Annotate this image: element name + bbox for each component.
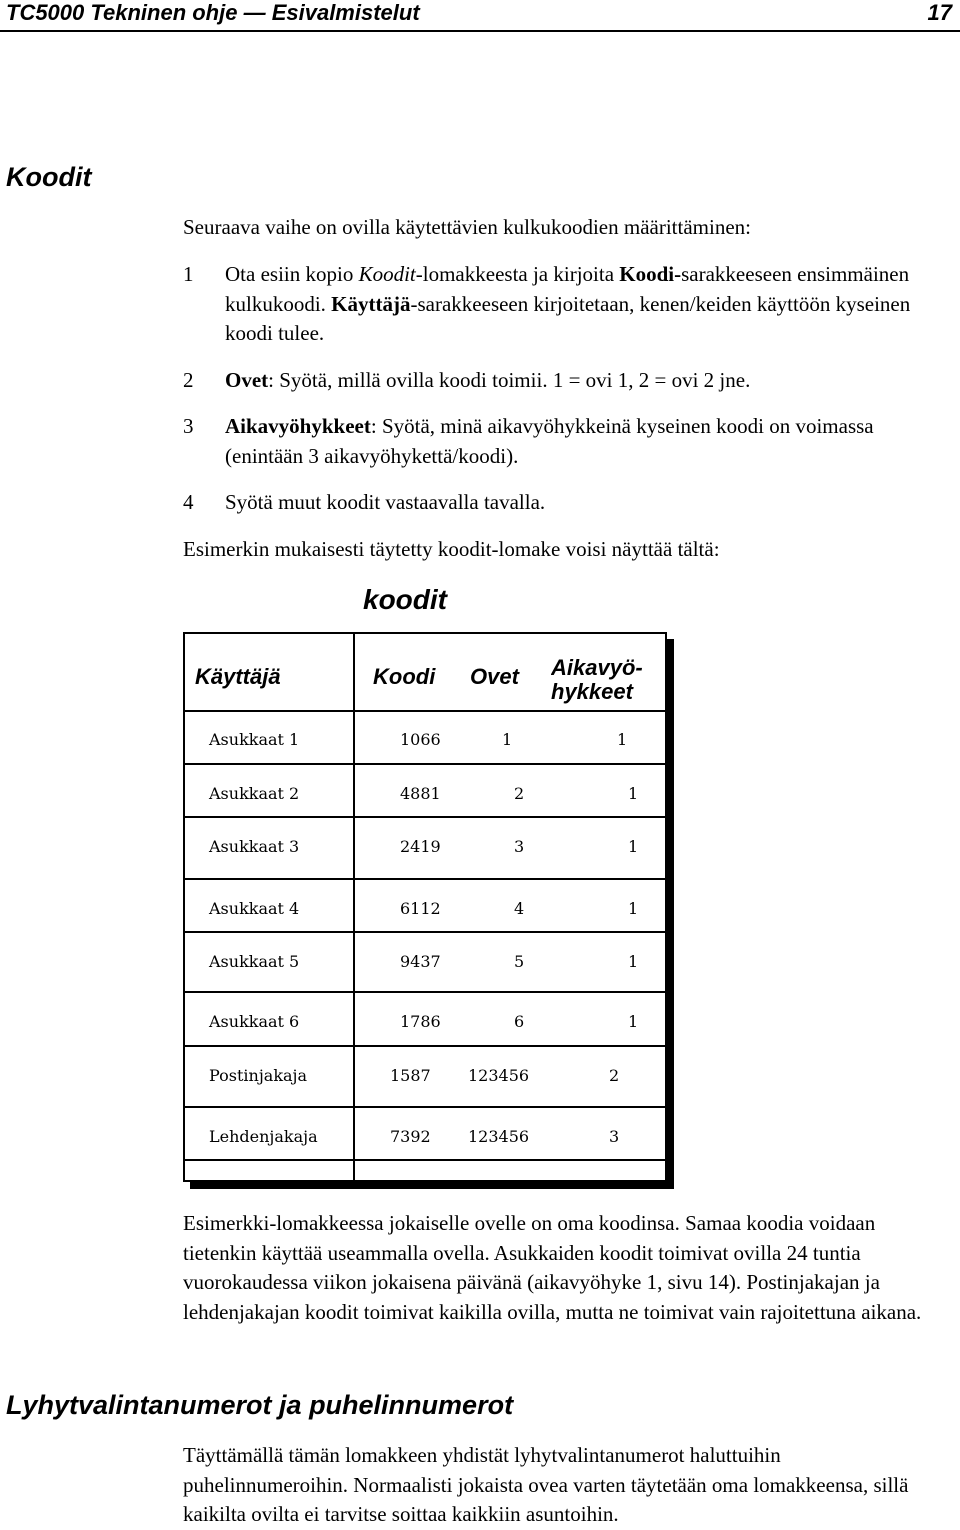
cell-time-zones: 1: [628, 784, 639, 803]
codes-form-table: [183, 632, 667, 1182]
header-divider: [185, 710, 665, 712]
cell-user: Asukkaat 5: [209, 952, 300, 971]
intro-paragraph: Seuraava vaihe on ovilla käytettävien kulkukoodien määrittäminen:: [183, 215, 751, 239]
cell-doors: 5: [514, 952, 525, 971]
cell-user: Asukkaat 3: [209, 837, 300, 856]
cell-doors: 2: [514, 784, 525, 803]
row-divider: [185, 1159, 665, 1161]
cell-code: 2419: [400, 837, 441, 856]
column-header-code: Koodi: [373, 664, 436, 689]
column-header-user: Käyttäjä: [195, 664, 281, 689]
column-divider: [353, 634, 355, 1180]
step-text: Ovet: Syötä, millä ovilla koodi toimii. 1 = ovi 1, 2 = ovi 2 jne.: [225, 368, 751, 392]
page-header: [0, 0, 960, 32]
cell-time-zones: 1: [617, 730, 628, 749]
header-title: TC5000 Tekninen ohje — Esivalmistelut: [6, 0, 420, 25]
step-text: Aikavyöhykkeet: Syötä, minä aikavyöhykkeinä kyseinen koodi on voimassa (enintään 3 aikavyöhykettä/koodi).: [225, 414, 874, 468]
cell-code: 9437: [400, 952, 441, 971]
cell-doors: 3: [514, 837, 525, 856]
column-header-doors: Ovet: [470, 664, 519, 689]
column-header-time-zones: Aikavyö-hykkeet: [551, 656, 643, 704]
cell-doors: 1: [502, 730, 513, 749]
row-divider: [185, 1045, 665, 1047]
section-heading-speed-dial: Lyhytvalintanumerot ja puhelinnumerot: [6, 1390, 514, 1420]
row-divider: [185, 763, 665, 765]
cell-code: 1587: [390, 1066, 431, 1085]
row-divider: [185, 931, 665, 933]
cell-time-zones: 1: [628, 952, 639, 971]
cell-code: 1786: [400, 1012, 441, 1031]
step-1: [183, 260, 943, 349]
step-3: [183, 412, 943, 471]
example-intro: Esimerkin mukaisesti täytetty koodit-lomake voisi näyttää tältä:: [183, 537, 720, 561]
step-4: [183, 488, 943, 518]
row-divider: [185, 816, 665, 818]
cell-code: 7392: [390, 1127, 431, 1146]
section-heading-koodit: Koodit: [6, 162, 92, 192]
cell-time-zones: 3: [609, 1127, 620, 1146]
cell-user: Lehdenjakaja: [209, 1127, 318, 1146]
cell-doors: 123456: [468, 1127, 530, 1146]
step-text: Ota esiin kopio Koodit-lomakkeesta ja kirjoita Koodi-sarakkeeseen ensimmäinen kulkukoodi. Käyttäjä-sarakkeeseen kirjoitetaan, kenen/keiden käyttöön kyseinen koodi tulee.: [225, 262, 911, 345]
cell-user: Postinjakaja: [209, 1066, 308, 1085]
speed-dial-paragraph: Täyttämällä tämän lomakkeen yhdistät lyhytvalintanumerot haluttuihin puhelinnumeroihin. Normaalisti jokaista ovea varten täytetään oma lomakkeensa, sillä kaikilta ovilta ei tarvitse soittaa kaikkiin asuntoihin.: [183, 1443, 909, 1526]
step-text: Syötä muut koodit vastaavalla tavalla.: [225, 490, 546, 514]
form-title: koodit: [363, 584, 447, 615]
cell-code: 4881: [400, 784, 441, 803]
cell-code: 6112: [400, 899, 441, 918]
step-2: [183, 366, 943, 396]
cell-code: 1066: [400, 730, 441, 749]
step-number: 3: [183, 414, 194, 438]
row-divider: [185, 878, 665, 880]
cell-time-zones: 1: [628, 899, 639, 918]
cell-user: Asukkaat 2: [209, 784, 300, 803]
cell-time-zones: 1: [628, 837, 639, 856]
row-divider: [185, 1106, 665, 1108]
row-divider: [185, 991, 665, 993]
cell-doors: 4: [514, 899, 525, 918]
page-number: 17: [927, 0, 952, 25]
cell-user: Asukkaat 1: [209, 730, 300, 749]
cell-user: Asukkaat 4: [209, 899, 300, 918]
step-number: 2: [183, 368, 194, 392]
cell-time-zones: 2: [609, 1066, 620, 1085]
cell-user: Asukkaat 6: [209, 1012, 300, 1031]
cell-time-zones: 1: [628, 1012, 639, 1031]
cell-doors: 6: [514, 1012, 525, 1031]
step-number: 1: [183, 262, 194, 286]
example-explanation: Esimerkki-lomakkeessa jokaiselle ovelle on oma koodinsa. Samaa koodia voidaan tietenkin käyttää useammalla ovella. Asukkaiden koodit toimivat ovilla 24 tuntia vuorokaudessa viikon jokaisena päivänä (aikavyöhyke 1, sivu 14). Postinjakajan ja lehdenjakajan koodit toimivat kaikilla ovilla, mutta ne toimivat vain rajoitettuna aikana.: [183, 1211, 922, 1324]
cell-doors: 123456: [468, 1066, 530, 1085]
step-number: 4: [183, 490, 194, 514]
